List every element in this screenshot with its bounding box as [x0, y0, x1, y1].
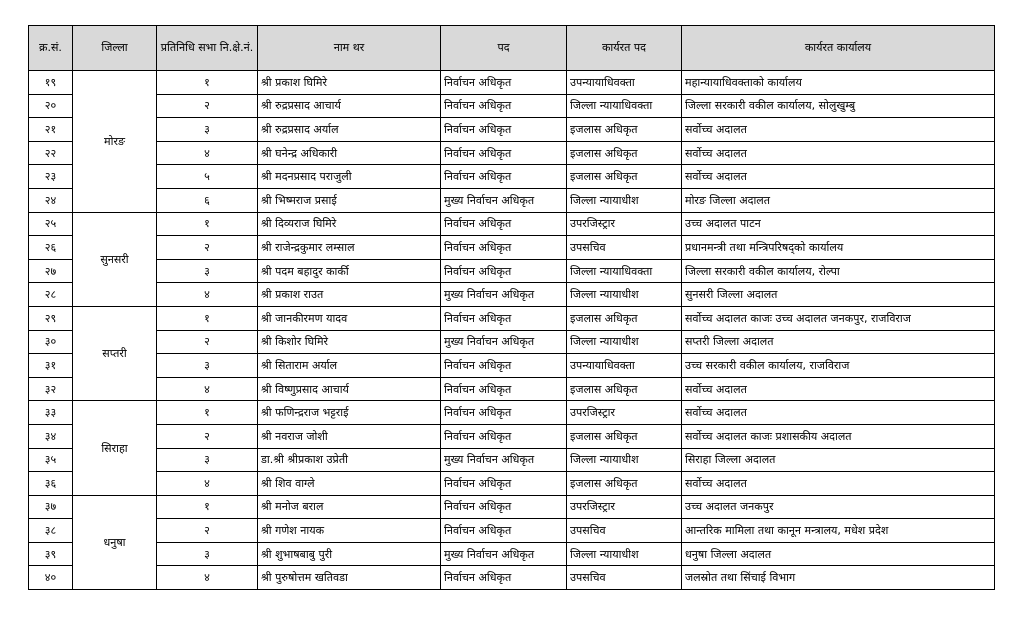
- table-row: [29, 401, 995, 425]
- constituency-cell: ४: [157, 141, 258, 165]
- post-cell: निर्वाचन अधिकृत: [441, 118, 567, 142]
- table-row: [29, 495, 995, 519]
- working-post-cell: इजलास अधिकृत: [567, 141, 682, 165]
- serial-cell: ३९: [29, 542, 73, 566]
- constituency-cell: ४: [157, 472, 258, 496]
- table-row: [29, 283, 995, 307]
- working-office-cell: उच्च अदालत पाटन: [682, 212, 995, 236]
- working-post-cell: उपन्यायाधिवक्ता: [567, 71, 682, 95]
- header-row: [29, 26, 995, 71]
- working-office-cell: उच्च सरकारी वकील कार्यालय, राजविराज: [682, 354, 995, 378]
- working-post-cell: जिल्ला न्यायाधिवक्ता: [567, 94, 682, 118]
- constituency-cell: ३: [157, 118, 258, 142]
- name-cell: श्री किशोर घिमिरे: [258, 330, 441, 354]
- working-post-cell: जिल्ला न्यायाधिवक्ता: [567, 259, 682, 283]
- name-cell: डा.श्री श्रीप्रकाश उप्रेती: [258, 448, 441, 472]
- post-cell: निर्वाचन अधिकृत: [441, 165, 567, 189]
- table-row: [29, 212, 995, 236]
- header-district: जिल्ला: [73, 26, 157, 71]
- post-cell: निर्वाचन अधिकृत: [441, 424, 567, 448]
- table-row: [29, 472, 995, 496]
- serial-cell: ३६: [29, 472, 73, 496]
- serial-cell: २८: [29, 283, 73, 307]
- working-post-cell: उपसचिव: [567, 566, 682, 590]
- working-office-cell: महान्यायाधिवक्ताको कार्यालय: [682, 71, 995, 95]
- working-office-cell: सर्वोच्च अदालत काजः उच्च अदालत जनकपुर, राजविराज: [682, 306, 995, 330]
- post-cell: निर्वाचन अधिकृत: [441, 212, 567, 236]
- name-cell: श्री घनेन्द्र अधिकारी: [258, 141, 441, 165]
- post-cell: निर्वाचन अधिकृत: [441, 519, 567, 543]
- working-office-cell: सर्वोच्च अदालत: [682, 118, 995, 142]
- constituency-cell: ३: [157, 448, 258, 472]
- serial-cell: ३७: [29, 495, 73, 519]
- post-cell: निर्वाचन अधिकृत: [441, 377, 567, 401]
- table-row: [29, 188, 995, 212]
- working-office-cell: जलस्रोत तथा सिंचाई विभाग: [682, 566, 995, 590]
- name-cell: श्री विष्णुप्रसाद आचार्य: [258, 377, 441, 401]
- header-constituency: प्रतिनिधि सभा नि.क्षे.नं.: [157, 26, 258, 71]
- serial-cell: ४०: [29, 566, 73, 590]
- working-office-cell: सर्वोच्च अदालत: [682, 165, 995, 189]
- post-cell: निर्वाचन अधिकृत: [441, 401, 567, 425]
- table-row: [29, 519, 995, 543]
- table-row: [29, 542, 995, 566]
- post-cell: मुख्य निर्वाचन अधिकृत: [441, 542, 567, 566]
- district-cell: सप्तरी: [73, 306, 157, 400]
- table-row: [29, 306, 995, 330]
- working-office-cell: आन्तरिक मामिला तथा कानून मन्त्रालय, मधेश प्रदेश: [682, 519, 995, 543]
- constituency-cell: २: [157, 519, 258, 543]
- serial-cell: २२: [29, 141, 73, 165]
- working-post-cell: इजलास अधिकृत: [567, 165, 682, 189]
- post-cell: निर्वाचन अधिकृत: [441, 306, 567, 330]
- working-office-cell: सर्वोच्च अदालत: [682, 141, 995, 165]
- name-cell: श्री फणिन्द्रराज भट्टराई: [258, 401, 441, 425]
- serial-cell: ३१: [29, 354, 73, 378]
- working-office-cell: सर्वोच्च अदालत काजः प्रशासकीय अदालत: [682, 424, 995, 448]
- name-cell: श्री दिव्यराज घिमिरे: [258, 212, 441, 236]
- post-cell: निर्वाचन अधिकृत: [441, 71, 567, 95]
- name-cell: श्री मनोज बराल: [258, 495, 441, 519]
- working-post-cell: इजलास अधिकृत: [567, 424, 682, 448]
- header-serial: क्र.सं.: [29, 26, 73, 71]
- working-office-cell: जिल्ला सरकारी वकील कार्यालय, रोल्पा: [682, 259, 995, 283]
- name-cell: श्री गणेश नायक: [258, 519, 441, 543]
- serial-cell: ३४: [29, 424, 73, 448]
- name-cell: श्री रुद्रप्रसाद आचार्य: [258, 94, 441, 118]
- header-name: नाम थर: [258, 26, 441, 71]
- working-post-cell: इजलास अधिकृत: [567, 377, 682, 401]
- post-cell: मुख्य निर्वाचन अधिकृत: [441, 448, 567, 472]
- serial-cell: ३५: [29, 448, 73, 472]
- constituency-cell: १: [157, 212, 258, 236]
- working-office-cell: सुनसरी जिल्ला अदालत: [682, 283, 995, 307]
- name-cell: श्री शिव वाग्ले: [258, 472, 441, 496]
- table-row: [29, 354, 995, 378]
- table-row: [29, 424, 995, 448]
- working-post-cell: उपसचिव: [567, 519, 682, 543]
- constituency-cell: ३: [157, 354, 258, 378]
- name-cell: श्री शुभाषबाबु पुरी: [258, 542, 441, 566]
- working-post-cell: जिल्ला न्यायाधीश: [567, 448, 682, 472]
- constituency-cell: ४: [157, 283, 258, 307]
- constituency-cell: २: [157, 236, 258, 260]
- post-cell: निर्वाचन अधिकृत: [441, 495, 567, 519]
- working-post-cell: इजलास अधिकृत: [567, 306, 682, 330]
- district-cell: सिराहा: [73, 401, 157, 495]
- working-office-cell: मोरङ जिल्ला अदालत: [682, 188, 995, 212]
- post-cell: मुख्य निर्वाचन अधिकृत: [441, 283, 567, 307]
- working-office-cell: जिल्ला सरकारी वकील कार्यालय, सोलुखुम्बु: [682, 94, 995, 118]
- post-cell: निर्वाचन अधिकृत: [441, 141, 567, 165]
- constituency-cell: १: [157, 495, 258, 519]
- name-cell: श्री प्रकाश राउत: [258, 283, 441, 307]
- table-row: [29, 118, 995, 142]
- serial-cell: २६: [29, 236, 73, 260]
- name-cell: श्री नवराज जोशी: [258, 424, 441, 448]
- header-working-office: कार्यरत कार्यालय: [682, 26, 995, 71]
- working-office-cell: सर्वोच्च अदालत: [682, 377, 995, 401]
- working-post-cell: उपरजिस्ट्रार: [567, 495, 682, 519]
- table-row: [29, 330, 995, 354]
- name-cell: श्री राजेन्द्रकुमार लम्साल: [258, 236, 441, 260]
- working-office-cell: धनुषा जिल्ला अदालत: [682, 542, 995, 566]
- constituency-cell: ३: [157, 259, 258, 283]
- header-working-post: कार्यरत पद: [567, 26, 682, 71]
- table-row: [29, 259, 995, 283]
- working-post-cell: उपसचिव: [567, 236, 682, 260]
- post-cell: निर्वाचन अधिकृत: [441, 236, 567, 260]
- working-office-cell: प्रधानमन्त्री तथा मन्त्रिपरिषद्को कार्यालय: [682, 236, 995, 260]
- serial-cell: ३८: [29, 519, 73, 543]
- constituency-cell: ४: [157, 377, 258, 401]
- working-office-cell: सर्वोच्च अदालत: [682, 472, 995, 496]
- post-cell: निर्वाचन अधिकृत: [441, 94, 567, 118]
- name-cell: श्री सिताराम अर्याल: [258, 354, 441, 378]
- table-row: [29, 236, 995, 260]
- constituency-cell: ५: [157, 165, 258, 189]
- constituency-cell: ६: [157, 188, 258, 212]
- constituency-cell: १: [157, 71, 258, 95]
- constituency-cell: २: [157, 424, 258, 448]
- working-post-cell: उपरजिस्ट्रार: [567, 401, 682, 425]
- constituency-cell: ३: [157, 542, 258, 566]
- working-office-cell: सप्तरी जिल्ला अदालत: [682, 330, 995, 354]
- name-cell: श्री पुरुषोत्तम खतिवडा: [258, 566, 441, 590]
- constituency-cell: २: [157, 330, 258, 354]
- post-cell: निर्वाचन अधिकृत: [441, 566, 567, 590]
- working-post-cell: इजलास अधिकृत: [567, 472, 682, 496]
- working-post-cell: जिल्ला न्यायाधीश: [567, 330, 682, 354]
- working-post-cell: इजलास अधिकृत: [567, 118, 682, 142]
- serial-cell: २७: [29, 259, 73, 283]
- working-office-cell: सिराहा जिल्ला अदालत: [682, 448, 995, 472]
- name-cell: श्री मदनप्रसाद पराजुली: [258, 165, 441, 189]
- district-cell: धनुषा: [73, 495, 157, 589]
- table-row: [29, 71, 995, 95]
- district-cell: सुनसरी: [73, 212, 157, 306]
- constituency-cell: २: [157, 94, 258, 118]
- serial-cell: २१: [29, 118, 73, 142]
- table-row: [29, 566, 995, 590]
- working-post-cell: जिल्ला न्यायाधीश: [567, 188, 682, 212]
- post-cell: मुख्य निर्वाचन अधिकृत: [441, 330, 567, 354]
- table-body: [29, 71, 995, 590]
- working-post-cell: उपन्यायाधिवक्ता: [567, 354, 682, 378]
- officials-table: [28, 25, 995, 590]
- name-cell: श्री जानकीरमण यादव: [258, 306, 441, 330]
- post-cell: निर्वाचन अधिकृत: [441, 472, 567, 496]
- name-cell: श्री पदम बहादुर कार्की: [258, 259, 441, 283]
- district-cell: मोरङ: [73, 71, 157, 213]
- post-cell: मुख्य निर्वाचन अधिकृत: [441, 188, 567, 212]
- serial-cell: ३३: [29, 401, 73, 425]
- working-post-cell: जिल्ला न्यायाधीश: [567, 542, 682, 566]
- header-post: पद: [441, 26, 567, 71]
- table-row: [29, 141, 995, 165]
- serial-cell: २३: [29, 165, 73, 189]
- constituency-cell: १: [157, 401, 258, 425]
- working-office-cell: सर्वोच्च अदालत: [682, 401, 995, 425]
- serial-cell: ३०: [29, 330, 73, 354]
- serial-cell: २५: [29, 212, 73, 236]
- table-row: [29, 94, 995, 118]
- serial-cell: २४: [29, 188, 73, 212]
- name-cell: श्री भिष्मराज प्रसाई: [258, 188, 441, 212]
- name-cell: श्री रुद्रप्रसाद अर्याल: [258, 118, 441, 142]
- serial-cell: २९: [29, 306, 73, 330]
- constituency-cell: १: [157, 306, 258, 330]
- serial-cell: २०: [29, 94, 73, 118]
- working-post-cell: उपरजिस्ट्रार: [567, 212, 682, 236]
- table-row: [29, 448, 995, 472]
- post-cell: निर्वाचन अधिकृत: [441, 259, 567, 283]
- working-office-cell: उच्च अदालत जनकपुर: [682, 495, 995, 519]
- serial-cell: ३२: [29, 377, 73, 401]
- name-cell: श्री प्रकाश घिमिरे: [258, 71, 441, 95]
- table-row: [29, 377, 995, 401]
- post-cell: निर्वाचन अधिकृत: [441, 354, 567, 378]
- table-row: [29, 165, 995, 189]
- constituency-cell: ४: [157, 566, 258, 590]
- working-post-cell: जिल्ला न्यायाधीश: [567, 283, 682, 307]
- serial-cell: १९: [29, 71, 73, 95]
